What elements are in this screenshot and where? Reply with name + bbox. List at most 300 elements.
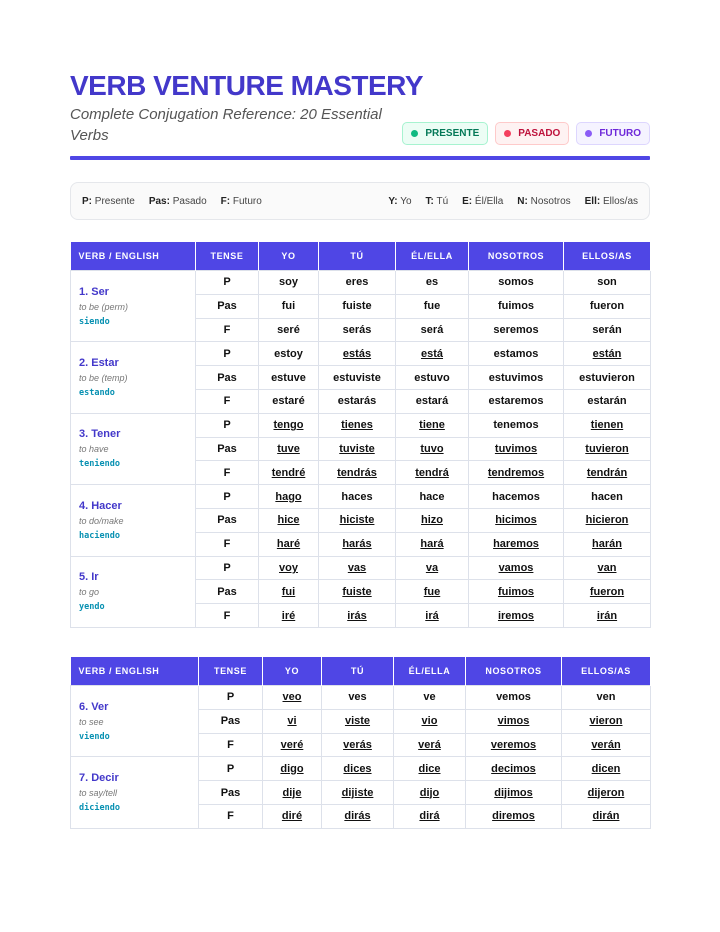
conjugated-form: hago [275, 490, 302, 503]
conjugated-form: eres [345, 276, 369, 289]
conjugation-cell [263, 685, 322, 709]
tense-label: Pas [196, 508, 259, 532]
conjugated-form: hicimos [495, 514, 537, 527]
column-header: YO [259, 242, 319, 271]
conjugation-cell [562, 733, 651, 757]
column-header: TÚ [319, 242, 396, 271]
legend-item: Y: Yo [388, 195, 412, 207]
conjugated-form: es [425, 276, 439, 289]
legend-item: T: Tú [425, 195, 449, 207]
conjugation-cell [564, 294, 651, 318]
conjugation-cell [469, 532, 564, 556]
table-row [71, 485, 651, 509]
conjugation-cell [319, 294, 396, 318]
conjugated-form: dije [282, 786, 302, 799]
conjugation-cell [396, 437, 469, 461]
conjugated-form: tuvimos [494, 442, 538, 455]
table-row [71, 685, 651, 709]
conjugation-cell [469, 604, 564, 628]
conjugation-cell [319, 508, 396, 532]
conjugation-cell [469, 271, 564, 295]
legend-item: P: Presente [82, 195, 135, 207]
conjugation-cell [259, 318, 319, 342]
conjugated-form: fueron [589, 300, 625, 313]
conjugation-cell [564, 604, 651, 628]
conjugated-form: serás [342, 323, 372, 336]
verb-cell [71, 413, 196, 484]
badge-label: PRESENTE [425, 128, 480, 139]
conjugated-form: dicen [591, 762, 621, 775]
conjugated-form: estoy [274, 347, 303, 360]
verb-gerund: haciendo [79, 530, 120, 541]
verb-meaning: to say/tell [79, 788, 118, 799]
conjugated-form: vi [287, 715, 297, 728]
conjugation-cell [469, 366, 564, 390]
page-title: VERB VENTURE MASTERY [70, 70, 424, 101]
tense-label: Pas [196, 294, 259, 318]
conjugated-form: verán [591, 738, 621, 751]
conjugation-cell [319, 532, 396, 556]
column-header: ELLOS/AS [562, 657, 651, 686]
table-header-row [71, 657, 651, 686]
conjugation-cell [466, 757, 562, 781]
conjugated-form: diré [281, 810, 303, 823]
verb-gerund: diciendo [79, 803, 120, 814]
conjugated-form: fui [281, 585, 296, 598]
conjugation-cell [469, 342, 564, 366]
conjugation-cell [259, 580, 319, 604]
legend-item: N: Nosotros [517, 195, 571, 207]
conjugation-cell [259, 437, 319, 461]
conjugated-form: hicieron [585, 514, 629, 527]
conjugation-cell [396, 366, 469, 390]
column-header: ÉL/ELLA [396, 242, 469, 271]
conjugation-cell [564, 366, 651, 390]
conjugated-form: tuviste [339, 442, 375, 455]
tense-label: F [196, 604, 259, 628]
header-row [70, 104, 650, 146]
conjugation-cell [322, 733, 394, 757]
conjugated-form: dices [343, 762, 372, 775]
abbreviation-legend [70, 182, 650, 220]
conjugation-cell [564, 437, 651, 461]
conjugated-form: dirán [592, 810, 620, 823]
conjugation-cell [322, 781, 394, 805]
conjugated-form: iré [281, 609, 296, 622]
tense-label: P [196, 271, 259, 295]
conjugation-cell [469, 556, 564, 580]
verb-gerund: teniendo [79, 459, 120, 470]
verb-name: 1. Ser [79, 285, 109, 298]
conjugated-form: dijeron [587, 786, 625, 799]
conjugation-cell [466, 781, 562, 805]
conjugation-cell [259, 366, 319, 390]
conjugated-form: vio [421, 715, 438, 728]
verb-cell [71, 757, 199, 828]
verb-meaning: to see [79, 716, 104, 727]
column-header: YO [263, 657, 322, 686]
conjugation-cell [259, 342, 319, 366]
conjugation-cell [319, 461, 396, 485]
verb-cell [71, 271, 196, 342]
table-row [71, 413, 651, 437]
legend-item: Pas: Pasado [148, 195, 207, 207]
conjugation-cell [394, 733, 466, 757]
verb-meaning: to have [79, 444, 109, 455]
verb-meaning: to be (perm) [79, 301, 129, 312]
pasado-dot-icon [504, 130, 511, 137]
tense-label: P [199, 685, 263, 709]
conjugated-form: fuiste [342, 300, 372, 313]
conjugated-form: hacen [591, 490, 623, 503]
conjugation-table [70, 657, 651, 829]
conjugated-form: estaremos [488, 395, 544, 408]
legend-item: E: Él/Ella [462, 195, 504, 207]
conjugated-form: vemos [496, 691, 531, 704]
conjugation-cell [319, 271, 396, 295]
conjugated-form: hacemos [492, 490, 540, 503]
conjugation-table [70, 242, 651, 628]
conjugation-cell [263, 804, 322, 828]
conjugation-cell [396, 271, 469, 295]
conjugated-form: dirás [344, 810, 371, 823]
conjugation-cell [319, 342, 396, 366]
conjugated-form: diremos [492, 810, 535, 823]
table-row [71, 556, 651, 580]
badge-pasado [495, 122, 569, 145]
tense-label: F [199, 733, 263, 757]
conjugation-cell [394, 685, 466, 709]
conjugation-cell [396, 389, 469, 413]
column-header: NOSOTROS [466, 657, 562, 686]
conjugation-cell [469, 294, 564, 318]
conjugation-cell [466, 804, 562, 828]
conjugated-form: ve [423, 691, 436, 704]
table-header-row [71, 242, 651, 271]
conjugated-form: tendré [271, 466, 306, 479]
tense-label: F [196, 532, 259, 556]
futuro-dot-icon [585, 130, 592, 137]
conjugation-cell [469, 485, 564, 509]
conjugation-cell [564, 389, 651, 413]
conjugated-form: vimos [497, 715, 530, 728]
badge-label: FUTURO [599, 128, 641, 139]
conjugation-cell [564, 461, 651, 485]
conjugation-cell [564, 532, 651, 556]
conjugation-cell [259, 604, 319, 628]
tense-label: F [196, 389, 259, 413]
verb-name: 6. Ver [79, 700, 109, 713]
conjugated-form: voy [279, 561, 298, 574]
badge-label: PASADO [518, 128, 561, 139]
conjugation-cell [469, 389, 564, 413]
verb-meaning: to do/make [79, 515, 124, 526]
legend-item: F: Futuro [220, 195, 262, 207]
conjugated-form: estaré [272, 395, 305, 408]
conjugation-cell [466, 709, 562, 733]
conjugation-cell [319, 580, 396, 604]
conjugation-cell [562, 709, 651, 733]
conjugated-form: digo [280, 762, 304, 775]
conjugated-form: seré [277, 323, 300, 336]
conjugation-cell [319, 366, 396, 390]
conjugated-form: tendrán [586, 466, 628, 479]
conjugation-cell [394, 804, 466, 828]
conjugation-cell [564, 413, 651, 437]
conjugation-cell [396, 318, 469, 342]
conjugation-cell [396, 580, 469, 604]
conjugation-cell [263, 757, 322, 781]
conjugation-cell [259, 413, 319, 437]
conjugated-form: ven [596, 691, 616, 704]
conjugated-form: estamos [493, 347, 539, 360]
conjugated-form: tiene [419, 419, 445, 432]
conjugation-cell [322, 757, 394, 781]
conjugation-cell [564, 508, 651, 532]
conjugation-cell [396, 485, 469, 509]
conjugated-form: hace [419, 490, 445, 503]
tense-label: Pas [196, 437, 259, 461]
table-row [71, 342, 651, 366]
conjugation-cell [396, 294, 469, 318]
conjugated-form: tuvo [420, 442, 444, 455]
tense-label: F [196, 318, 259, 342]
verb-name: 7. Decir [79, 772, 119, 785]
conjugated-form: estuvieron [579, 371, 635, 384]
conjugation-cell [466, 685, 562, 709]
page-subtitle: Complete Conjugation Reference: 20 Essential Verbs [70, 106, 382, 144]
conjugated-form: tendrás [337, 466, 377, 479]
verb-name: 4. Hacer [79, 499, 122, 512]
verb-gerund: yendo [79, 602, 105, 613]
badge-presente [402, 122, 488, 145]
conjugation-cell [469, 437, 564, 461]
tense-label: P [196, 413, 259, 437]
conjugated-form: veremos [490, 738, 537, 751]
conjugated-form: verá [418, 738, 441, 751]
conjugated-form: haremos [493, 538, 539, 551]
conjugation-cell [263, 709, 322, 733]
conjugated-form: hará [420, 538, 444, 551]
conjugated-form: somos [498, 276, 534, 289]
conjugation-cell [562, 685, 651, 709]
table-row [71, 271, 651, 295]
conjugation-cell [259, 271, 319, 295]
conjugated-form: hice [277, 514, 300, 527]
conjugation-cell [396, 461, 469, 485]
conjugation-cell [319, 389, 396, 413]
conjugated-form: harás [342, 538, 372, 551]
conjugated-form: estuviste [333, 371, 381, 384]
conjugated-form: van [597, 561, 617, 574]
conjugation-cell [394, 781, 466, 805]
conjugated-form: dijimos [494, 786, 533, 799]
conjugation-cell [564, 556, 651, 580]
conjugation-cell [319, 485, 396, 509]
conjugation-cell [319, 318, 396, 342]
legend-item: Ell: Ellos/as [584, 195, 638, 207]
conjugated-form: está [420, 347, 444, 360]
conjugated-form: tuvieron [585, 442, 629, 455]
conjugation-cell [564, 271, 651, 295]
conjugation-cell [319, 437, 396, 461]
column-header: ELLOS/AS [564, 242, 651, 271]
tense-label: P [196, 342, 259, 366]
conjugated-form: haré [276, 538, 301, 551]
conjugated-form: decimos [491, 762, 536, 775]
conjugation-cell [319, 604, 396, 628]
conjugated-form: dijiste [341, 786, 374, 799]
column-header: VERB / ENGLISH [71, 242, 196, 271]
tense-label: Pas [196, 580, 259, 604]
conjugation-cell [466, 733, 562, 757]
verb-gerund: estando [79, 388, 115, 399]
conjugation-cell [259, 485, 319, 509]
conjugated-form: vamos [498, 561, 534, 574]
conjugation-cell [396, 532, 469, 556]
conjugation-cell [469, 508, 564, 532]
conjugation-cell [263, 781, 322, 805]
conjugated-form: seremos [493, 323, 539, 336]
conjugated-form: verás [343, 738, 372, 751]
conjugated-form: son [597, 276, 617, 289]
conjugation-cell [263, 733, 322, 757]
conjugation-cell [564, 342, 651, 366]
conjugated-form: estuvimos [488, 371, 544, 384]
verb-meaning: to be (temp) [79, 373, 128, 384]
conjugated-form: hizo [421, 514, 443, 527]
conjugated-form: vas [347, 561, 367, 574]
conjugated-form: fuimos [497, 585, 535, 598]
conjugated-form: tendremos [487, 466, 545, 479]
tense-label: F [199, 804, 263, 828]
conjugated-form: estarán [587, 395, 627, 408]
conjugated-form: tenemos [493, 419, 539, 432]
conjugated-form: veo [282, 691, 302, 704]
badge-futuro [576, 122, 650, 145]
conjugated-form: será [420, 323, 444, 336]
conjugated-form: irán [596, 609, 618, 622]
conjugated-form: veré [280, 738, 304, 751]
conjugation-cell [396, 556, 469, 580]
conjugated-form: iremos [497, 609, 535, 622]
conjugation-cell [564, 485, 651, 509]
column-header: ÉL/ELLA [394, 657, 466, 686]
conjugated-form: tuve [277, 442, 300, 455]
conjugation-cell [469, 461, 564, 485]
conjugation-cell [396, 342, 469, 366]
conjugated-form: haces [341, 490, 373, 503]
conjugated-form: irás [347, 609, 367, 622]
conjugation-cell [562, 804, 651, 828]
conjugated-form: fue [423, 300, 441, 313]
presente-dot-icon [411, 130, 418, 137]
conjugated-form: estarás [337, 395, 377, 408]
tense-label: Pas [199, 709, 263, 733]
verb-name: 3. Tener [79, 428, 121, 441]
conjugation-cell [259, 508, 319, 532]
conjugated-form: tienen [590, 419, 624, 432]
conjugated-form: tendrá [415, 466, 449, 479]
conjugation-cell [396, 508, 469, 532]
conjugation-cell [259, 556, 319, 580]
conjugation-cell [319, 556, 396, 580]
conjugated-form: serán [592, 323, 622, 336]
tense-label: Pas [196, 366, 259, 390]
conjugated-form: están [592, 347, 622, 360]
conjugation-cell [396, 604, 469, 628]
conjugated-form: tienes [341, 419, 373, 432]
conjugation-cell [562, 781, 651, 805]
conjugated-form: soy [279, 276, 298, 289]
conjugated-form: harán [592, 538, 622, 551]
conjugated-form: dijo [419, 786, 440, 799]
conjugated-form: fuimos [497, 300, 535, 313]
verb-cell [71, 556, 196, 627]
verb-name: 5. Ir [79, 571, 99, 584]
conjugated-form: vieron [589, 715, 623, 728]
conjugated-form: fui [281, 300, 296, 313]
tense-label: P [196, 556, 259, 580]
legend-persons [388, 196, 638, 207]
conjugation-cell [322, 685, 394, 709]
conjugation-cell [319, 413, 396, 437]
conjugation-cell [564, 318, 651, 342]
conjugated-form: estuvo [414, 371, 450, 384]
conjugation-cell [259, 294, 319, 318]
conjugation-cell [469, 413, 564, 437]
conjugated-form: hiciste [339, 514, 375, 527]
conjugation-cell [469, 580, 564, 604]
conjugation-cell [396, 413, 469, 437]
conjugation-cell [259, 389, 319, 413]
conjugated-form: va [425, 561, 439, 574]
tense-label: Pas [199, 781, 263, 805]
conjugated-form: viste [344, 715, 371, 728]
conjugated-form: estás [342, 347, 372, 360]
conjugation-cell [322, 709, 394, 733]
table-row [71, 757, 651, 781]
conjugation-cell [259, 532, 319, 556]
conjugated-form: irá [425, 609, 439, 622]
conjugation-cell [469, 318, 564, 342]
tense-label: P [199, 757, 263, 781]
conjugation-cell [322, 804, 394, 828]
tense-label: P [196, 485, 259, 509]
column-header: TENSE [196, 242, 259, 271]
verb-gerund: viendo [79, 731, 110, 742]
verb-gerund: siendo [79, 316, 110, 327]
conjugated-form: dice [418, 762, 441, 775]
page [70, 70, 650, 829]
verb-cell [71, 342, 196, 413]
conjugated-form: fuiste [342, 585, 372, 598]
conjugation-cell [394, 709, 466, 733]
column-header: NOSOTROS [469, 242, 564, 271]
conjugation-cell [564, 580, 651, 604]
conjugated-form: tengo [273, 419, 304, 432]
verb-cell [71, 485, 196, 556]
conjugation-cell [259, 461, 319, 485]
verb-cell [71, 685, 199, 756]
column-header: VERB / ENGLISH [71, 657, 199, 686]
conjugation-cell [562, 757, 651, 781]
conjugated-form: ves [348, 691, 367, 704]
tense-badges [402, 122, 650, 145]
conjugated-form: fueron [589, 585, 625, 598]
column-header: TÚ [322, 657, 394, 686]
verb-meaning: to go [79, 587, 100, 598]
